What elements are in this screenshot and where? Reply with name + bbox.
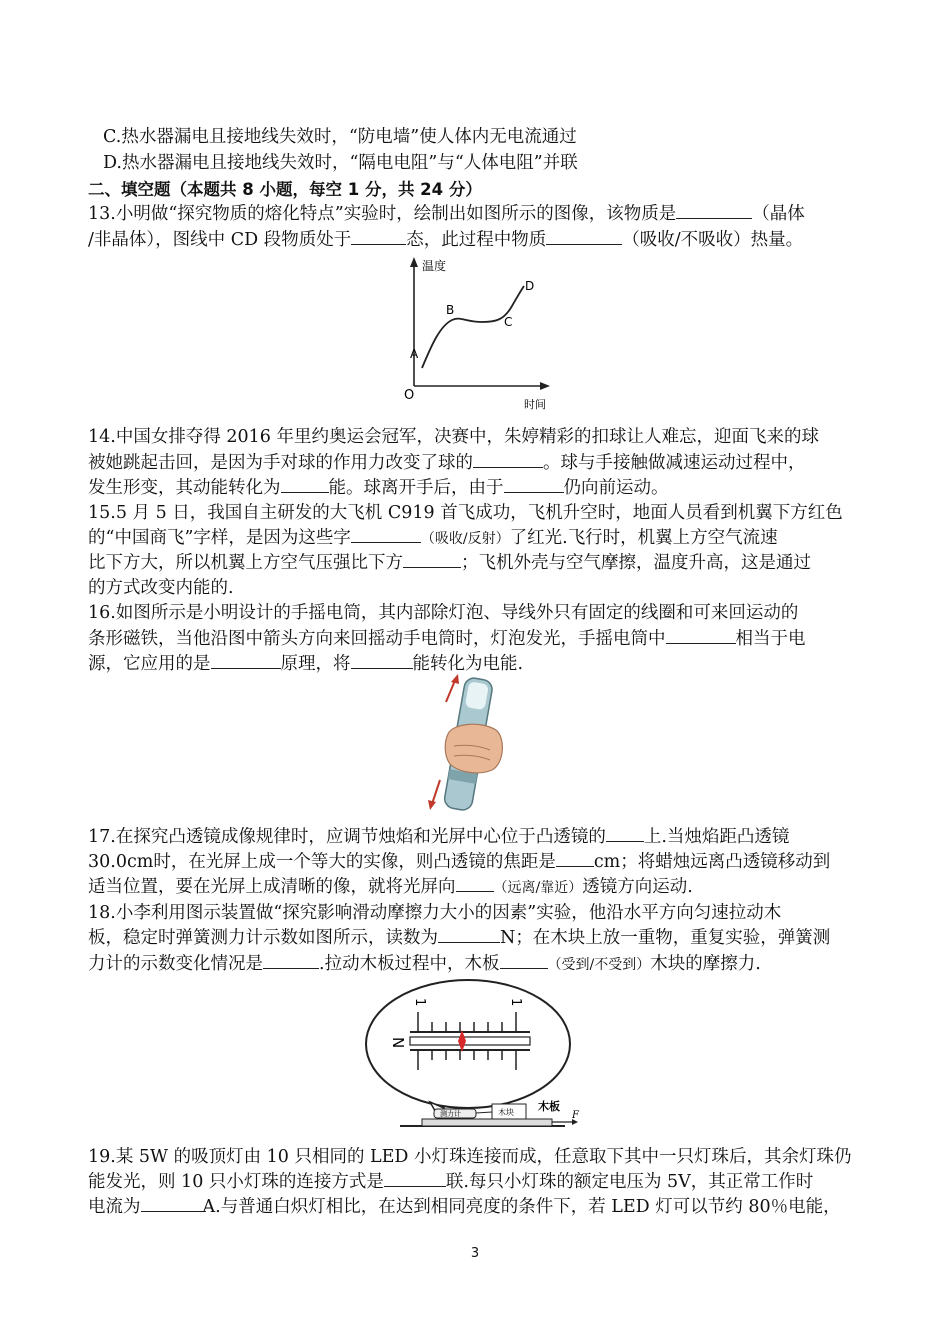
text: 能发光，则 10 只小灯珠的连接方式是 — [88, 1172, 384, 1192]
q13-line1 — [88, 202, 868, 227]
board-label: 木板 — [538, 1100, 560, 1113]
answer-blank[interactable] — [211, 652, 281, 669]
text: 透镜方向运动. — [582, 877, 693, 897]
text: （吸收/反射） — [420, 531, 510, 547]
text: 了红光.飞行时，机翼上方空气流速 — [509, 528, 778, 548]
answer-blank[interactable] — [263, 952, 319, 969]
text: （远离/靠近） — [493, 880, 583, 896]
answer-blank[interactable] — [351, 228, 406, 245]
up-arrow-head — [451, 674, 459, 684]
text: 仍向前运动。 — [563, 478, 669, 498]
text: 原理，将 — [280, 654, 351, 674]
point-c-label: C — [504, 315, 513, 329]
string — [476, 1112, 492, 1113]
text: ；飞机外壳与空气摩擦，温度升高，这是通过 — [461, 553, 811, 573]
q14-line1: 14.中国女排夺得 2016 年里约奥运会冠军，决赛中，朱婷精彩的扣球让人难忘，迎面飞来的球 — [88, 427, 819, 447]
text: 相当于电 — [735, 629, 806, 649]
point-d-label: D — [525, 279, 535, 293]
option-c: C.热水器漏电且接地线失效时，“防电墙”使人体内无电流通过 — [103, 127, 577, 147]
answer-blank[interactable] — [473, 451, 543, 468]
x-axis-arrow — [540, 382, 550, 390]
q14-line2 — [88, 451, 868, 476]
text: 上.当烛焰距凸透镜 — [643, 827, 790, 847]
force-label: F — [572, 1110, 579, 1121]
text: 能。球离开手后，由于 — [328, 478, 504, 498]
text: cm；将蜡烛远离凸透镜移动到 — [593, 852, 831, 872]
text: 13.小明做“探究物质的熔化特点”实验时，绘制出如图所示的图像，该物质是 — [88, 204, 677, 224]
text: 比下方大，所以机翼上方空气压强比下方 — [88, 553, 403, 573]
y-axis-arrow — [410, 257, 418, 267]
q19-line3 — [88, 1195, 868, 1220]
text: 板，稳定时弹簧测力计示数如图所示，读数为 — [88, 928, 438, 948]
answer-blank[interactable] — [606, 825, 644, 842]
text: 30.0cm时，在光屏上成一个等大的实像，则凸透镜的焦距是 — [88, 852, 556, 872]
q16-line1: 16.如图所示是小明设计的手摇电筒，其内部除灯泡、导线外只有固定的线圈和可来回运动的 — [88, 603, 799, 623]
q15-line4: 的方式改变内能的. — [88, 578, 234, 598]
friction-apparatus-figure — [360, 976, 585, 1134]
text: （晶体 — [752, 204, 805, 224]
q18-line3 — [88, 952, 868, 978]
answer-blank[interactable] — [351, 526, 421, 543]
down-arrow — [432, 780, 440, 804]
text: 发生形变，其动能转化为 — [88, 478, 281, 498]
q17-line3 — [88, 875, 868, 901]
flashlight-figure — [418, 672, 518, 820]
q15-line3 — [88, 551, 868, 576]
text: 源，它应用的是 — [88, 654, 211, 674]
text: 条形磁铁，当他沿图中箭头方向来回摇动手电筒时，灯泡发光，手摇电筒中 — [88, 629, 666, 649]
text: 的“中国商飞”字样，是因为这些字 — [88, 528, 351, 548]
text: 态，此过程中物质 — [406, 230, 547, 250]
q19-line1: 19.某 5W 的吸顶灯由 10 只相同的 LED 小灯珠连接而成，任意取下其中一只灯珠后，其余灯珠仍 — [88, 1147, 852, 1167]
y-label: 温度 — [422, 259, 447, 273]
answer-blank[interactable] — [556, 850, 594, 867]
q17-line2 — [88, 850, 868, 875]
unit-label: N — [389, 1037, 407, 1049]
q18-line1: 18.小李利用图示装置做“探究影响滑动摩擦力大小的因素”实验，他沿水平方向匀速拉动木 — [88, 903, 782, 923]
wooden-board — [422, 1119, 552, 1126]
answer-blank[interactable] — [281, 476, 329, 493]
answer-blank[interactable] — [403, 551, 461, 568]
text: 被她跳起击回，是因为手对球的作用力改变了球的 — [88, 453, 473, 473]
answer-blank[interactable] — [504, 476, 564, 493]
down-arrow-head — [428, 800, 436, 810]
q19-line2 — [88, 1170, 868, 1195]
tick-label-left: 1 — [412, 998, 427, 1007]
text: .拉动木板过程中，木板 — [319, 954, 500, 974]
q14-line3 — [88, 476, 868, 501]
text: （受到/不受到） — [547, 957, 651, 973]
text: 联.每只小灯珠的额定电压为 5V，其正常工作时 — [445, 1172, 814, 1192]
q15-line1: 15.5 月 5 日，我国自主研发的大飞机 C919 首飞成功，飞机升空时，地面人员看到机翼下方红色 — [88, 503, 843, 523]
text: 。球与手接触做减速运动过程中， — [543, 453, 806, 473]
text: 电流为 — [88, 1197, 141, 1217]
answer-blank[interactable] — [500, 952, 548, 969]
answer-blank[interactable] — [666, 627, 736, 644]
q17-line1 — [88, 825, 868, 850]
meter-label: 测力计 — [440, 1110, 461, 1118]
origin-label: O — [404, 388, 415, 403]
text: 木块的摩擦力. — [650, 954, 761, 974]
answer-blank[interactable] — [384, 1170, 446, 1187]
hand — [445, 724, 502, 773]
answer-blank[interactable] — [141, 1195, 203, 1212]
answer-blank[interactable] — [351, 652, 413, 669]
point-a-label: A — [410, 347, 419, 361]
block-label: 木块 — [498, 1108, 514, 1117]
text: 力计的示数变化情况是 — [88, 954, 263, 974]
answer-blank[interactable] — [438, 926, 500, 943]
text: A.与普通白炽灯相比，在达到相同亮度的条件下，若 LED 灯可以节约 80％电能， — [202, 1197, 841, 1217]
page-number: 3 — [470, 1246, 480, 1261]
q15-line2 — [88, 526, 868, 552]
answer-blank[interactable] — [676, 202, 752, 219]
q13-line2 — [88, 228, 868, 253]
text: （吸收/不吸收）热量。 — [622, 230, 804, 250]
tick-label-right: 1 — [508, 998, 523, 1007]
q16-line2 — [88, 627, 868, 652]
x-label: 时间 — [524, 398, 546, 411]
option-d: D.热水器漏电且接地线失效时，“隔电电阻”与“人体电阻”并联 — [103, 153, 578, 173]
melting-graph — [392, 254, 557, 414]
point-b-label: B — [446, 303, 455, 317]
text: 17.在探究凸透镜成像规律时，应调节烛焰和光屏中心位于凸透镜的 — [88, 827, 606, 847]
answer-blank[interactable] — [546, 228, 622, 245]
answer-blank[interactable] — [456, 875, 494, 892]
scale-slot — [410, 1037, 530, 1045]
text: N；在木块上放一重物，重复实验，弹簧测 — [500, 928, 831, 948]
text: 适当位置，要在光屏上成清晰的像，就将光屏向 — [88, 877, 456, 897]
q18-line2 — [88, 926, 868, 951]
section-title: 二、填空题（本题共 8 小题，每空 1 分，共 24 分） — [88, 180, 482, 199]
text: /非晶体），图线中 CD 段物质处于 — [88, 230, 352, 250]
text: 能转化为电能. — [412, 654, 524, 674]
